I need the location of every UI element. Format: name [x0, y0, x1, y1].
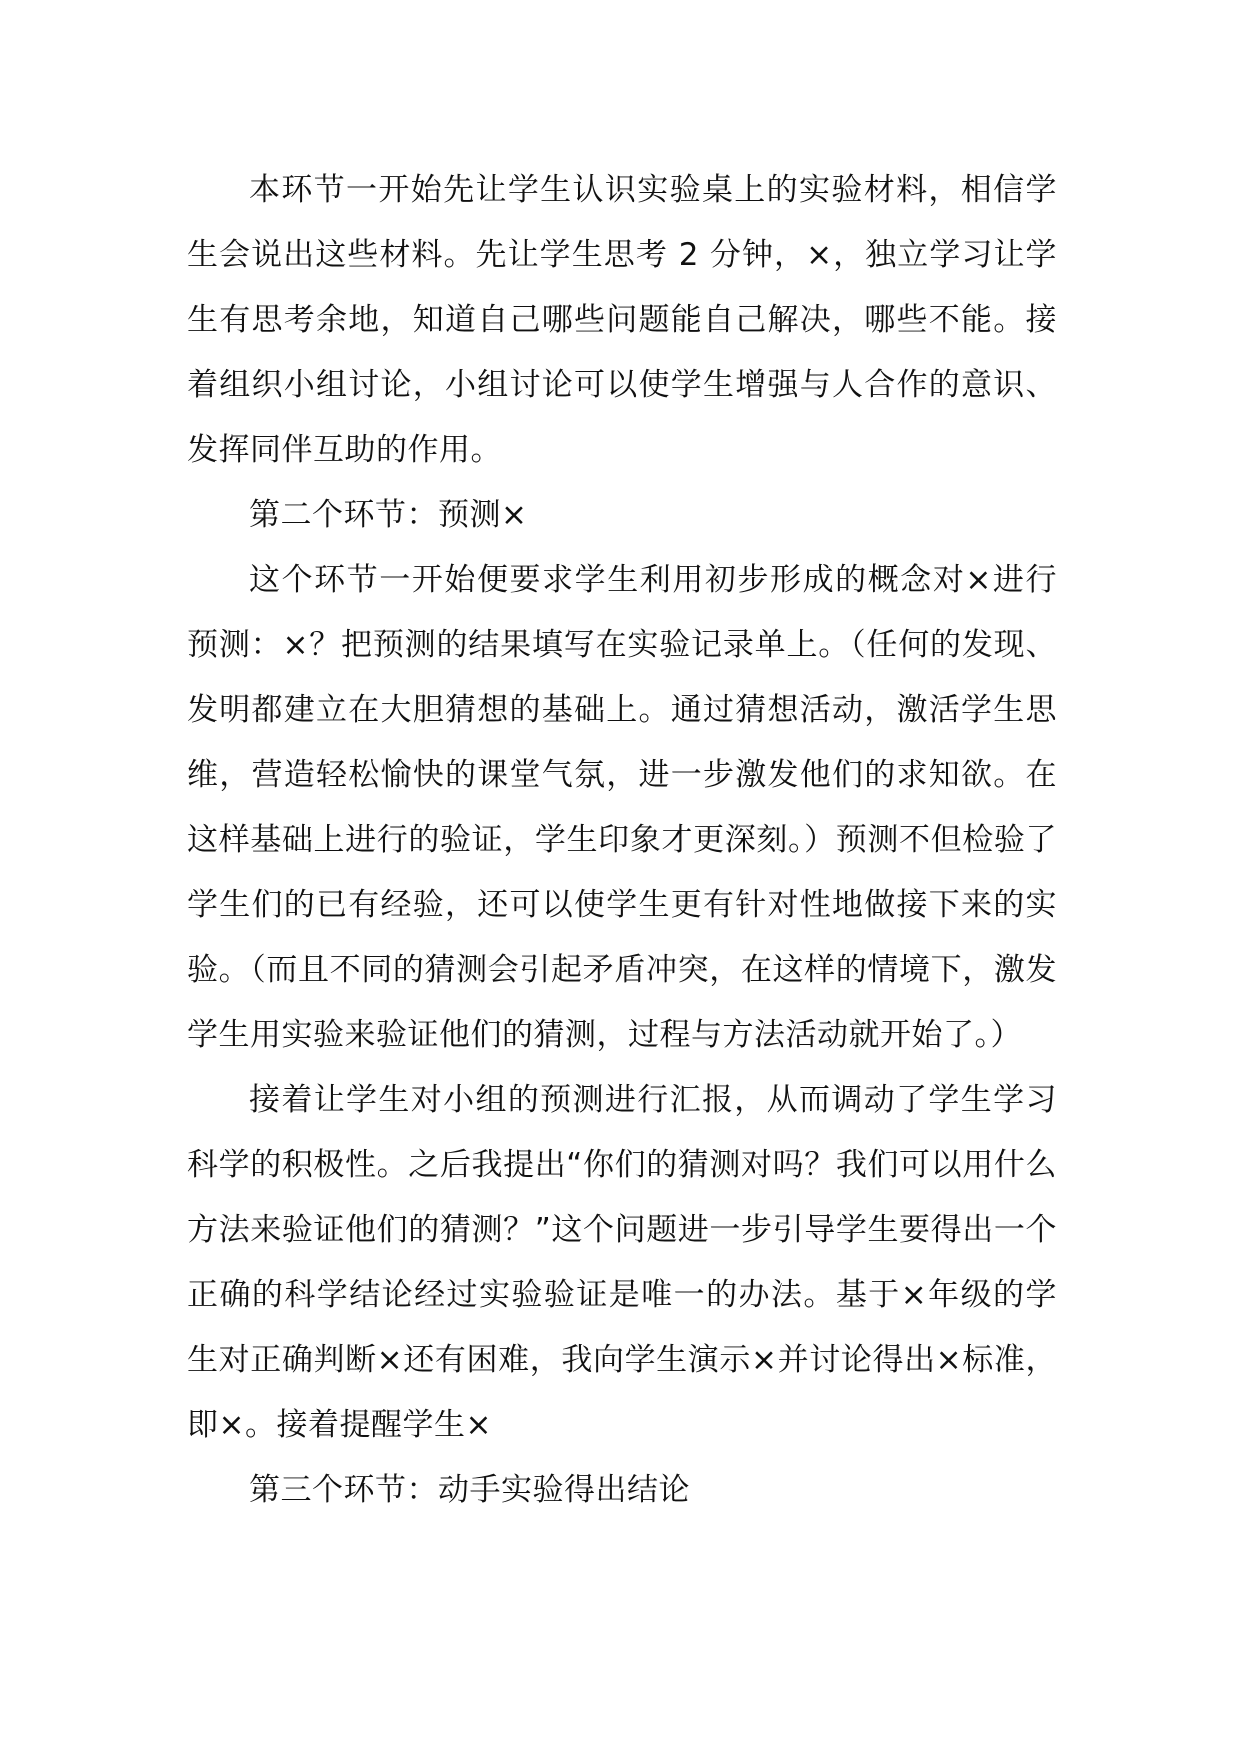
paragraph-report: 接着让学生对小组的预测进行汇报，从而调动了学生学习科学的积极性。之后我提出“你们的猜测对吗？我们可以用什么方法来验证他们的猜测？”这个问题进一步引导学生要得出一个正确的科学结论经过实验验证是唯一的办法。基于×年级的学生对正确判断×还有困难，我向学生演示×并讨论得出×标准，即×。接着提醒学生×: [187, 1082, 1057, 1443]
section-heading-prediction: 第二个环节：预测×: [249, 497, 528, 533]
document-body: [187, 158, 1057, 1523]
paragraph-prediction: 这个环节一开始便要求学生利用初步形成的概念对×进行预测：×？把预测的结果填写在实验记录单上。（任何的发现、发明都建立在大胆猜想的基础上。通过猜想活动，激活学生思维，营造轻松愉快的课堂气氛，进一步激发他们的求知欲。在这样基础上进行的验证，学生印象才更深刻。）预测不但检验了学生们的已有经验，还可以使学生更有针对性地做接下来的实验。（而且不同的猜测会引起矛盾冲突，在这样的情境下，激发学生用实验来验证他们的猜测，过程与方法活动就开始了。）: [187, 562, 1057, 1053]
paragraph-intro-materials: 本环节一开始先让学生认识实验桌上的实验材料，相信学生会说出这些材料。先让学生思考 2 分钟，×，独立学习让学生有思考余地，知道自己哪些问题能自己解决，哪些不能。接着组织小组讨论，小组讨论可以使学生增强与人合作的意识、发挥同伴互助的作用。: [187, 172, 1057, 468]
section-heading-experiment: 第三个环节：动手实验得出结论: [249, 1472, 690, 1508]
